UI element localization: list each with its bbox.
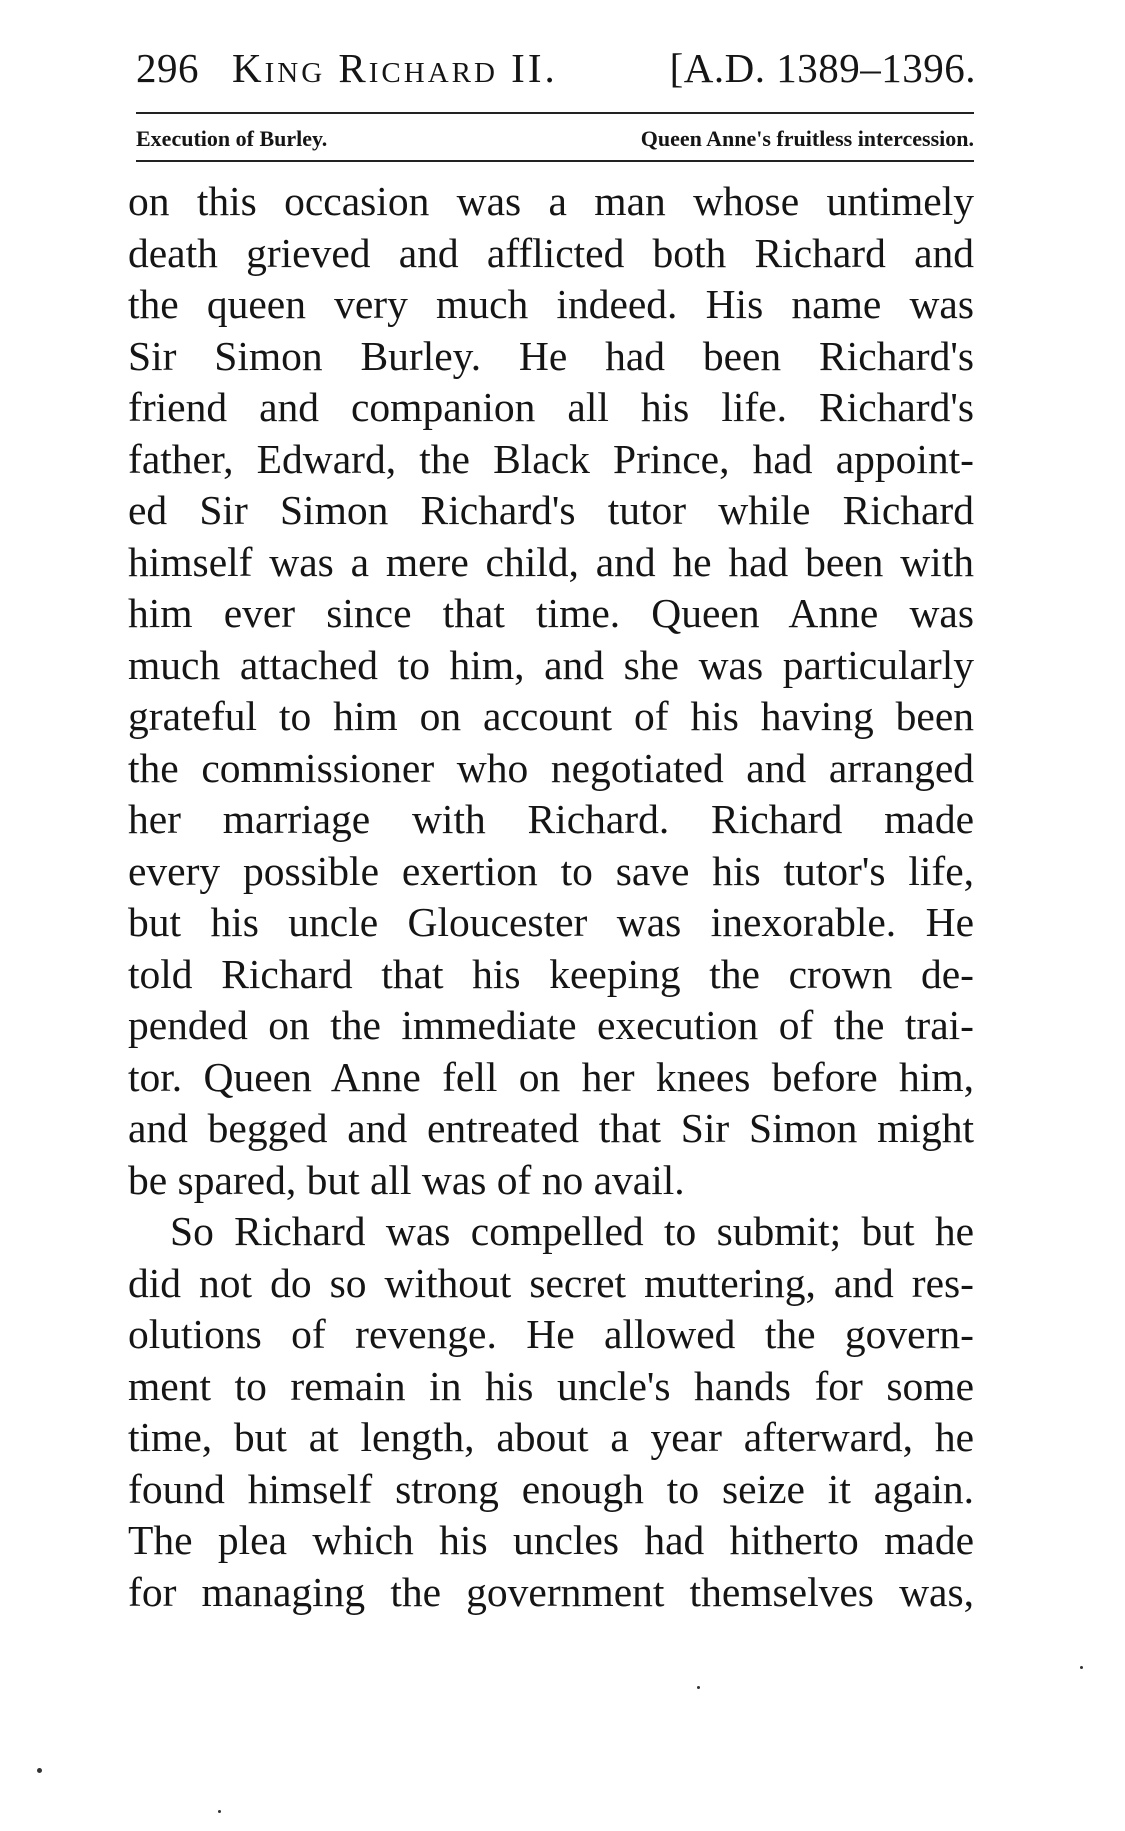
side-heading-left: Execution of Burley. (136, 126, 328, 151)
page-number: 296 (136, 45, 199, 91)
book-title: King Richard II. (232, 45, 558, 91)
text-line: olutions of revenge. He allowed the govern- (128, 1311, 974, 1357)
text-line: ed Sir Simon Richard's tutor while Richard (128, 487, 974, 533)
text-line: tor. Queen Anne fell on her knees before him, (128, 1053, 974, 1100)
date-range: [A.D. 1389–1396. (669, 45, 976, 91)
text-line: ment to remain in his uncle's hands for some (128, 1362, 974, 1409)
text-line: be spared, but all was of no avail. (128, 1156, 685, 1203)
text-line: did not do so without secret muttering, and res- (128, 1259, 974, 1306)
scan-speck (1080, 1666, 1083, 1669)
text-line: pended on the immediate execution of the trai- (128, 1002, 974, 1048)
header-rule-top (136, 112, 974, 114)
body-text (128, 176, 974, 1618)
text-line: her marriage with Richard. Richard made (128, 796, 974, 842)
scan-speck (697, 1686, 700, 1689)
text-line: him ever since that time. Queen Anne was (128, 590, 974, 636)
text-line: time, but at length, about a year afterward, he (128, 1414, 974, 1460)
text-line: for managing the government themselves was, (128, 1568, 974, 1615)
text-line: and begged and entreated that Sir Simon might (128, 1105, 974, 1151)
text-line: grateful to him on account of his having been (128, 693, 974, 739)
header-rule-bottom (136, 160, 974, 162)
text-line: found himself strong enough to seize it again. (128, 1465, 974, 1512)
side-headings (136, 122, 974, 154)
text-line: So Richard was compelled to submit; but he (170, 1208, 974, 1254)
text-line: the commissioner who negotiated and arranged (128, 744, 974, 791)
text-line: the queen very much indeed. His name was (128, 281, 974, 327)
text-line: told Richard that his keeping the crown de- (128, 950, 974, 997)
scan-speck (218, 1810, 221, 1813)
text-line: but his uncle Gloucester was inexorable. He (128, 899, 974, 945)
text-line: father, Edward, the Black Prince, had appoint- (128, 435, 974, 482)
text-line: The plea which his uncles had hitherto made (128, 1517, 974, 1563)
scan-speck (37, 1768, 42, 1773)
running-head (136, 38, 976, 98)
text-line: himself was a mere child, and he had been with (128, 538, 974, 585)
paragraph-1 (128, 176, 974, 1206)
text-line: Sir Simon Burley. He had been Richard's (128, 332, 974, 379)
text-line: much attached to him, and she was particularly (128, 641, 974, 688)
text-line: every possible exertion to save his tutor's life, (128, 847, 974, 894)
paragraph-2 (128, 1206, 974, 1618)
side-heading-right: Queen Anne's fruitless intercession. (640, 126, 974, 151)
text-line: on this occasion was a man whose untimely (128, 178, 974, 224)
text-line: friend and companion all his life. Richard's (128, 384, 974, 430)
text-line: death grieved and afflicted both Richard and (128, 229, 974, 276)
